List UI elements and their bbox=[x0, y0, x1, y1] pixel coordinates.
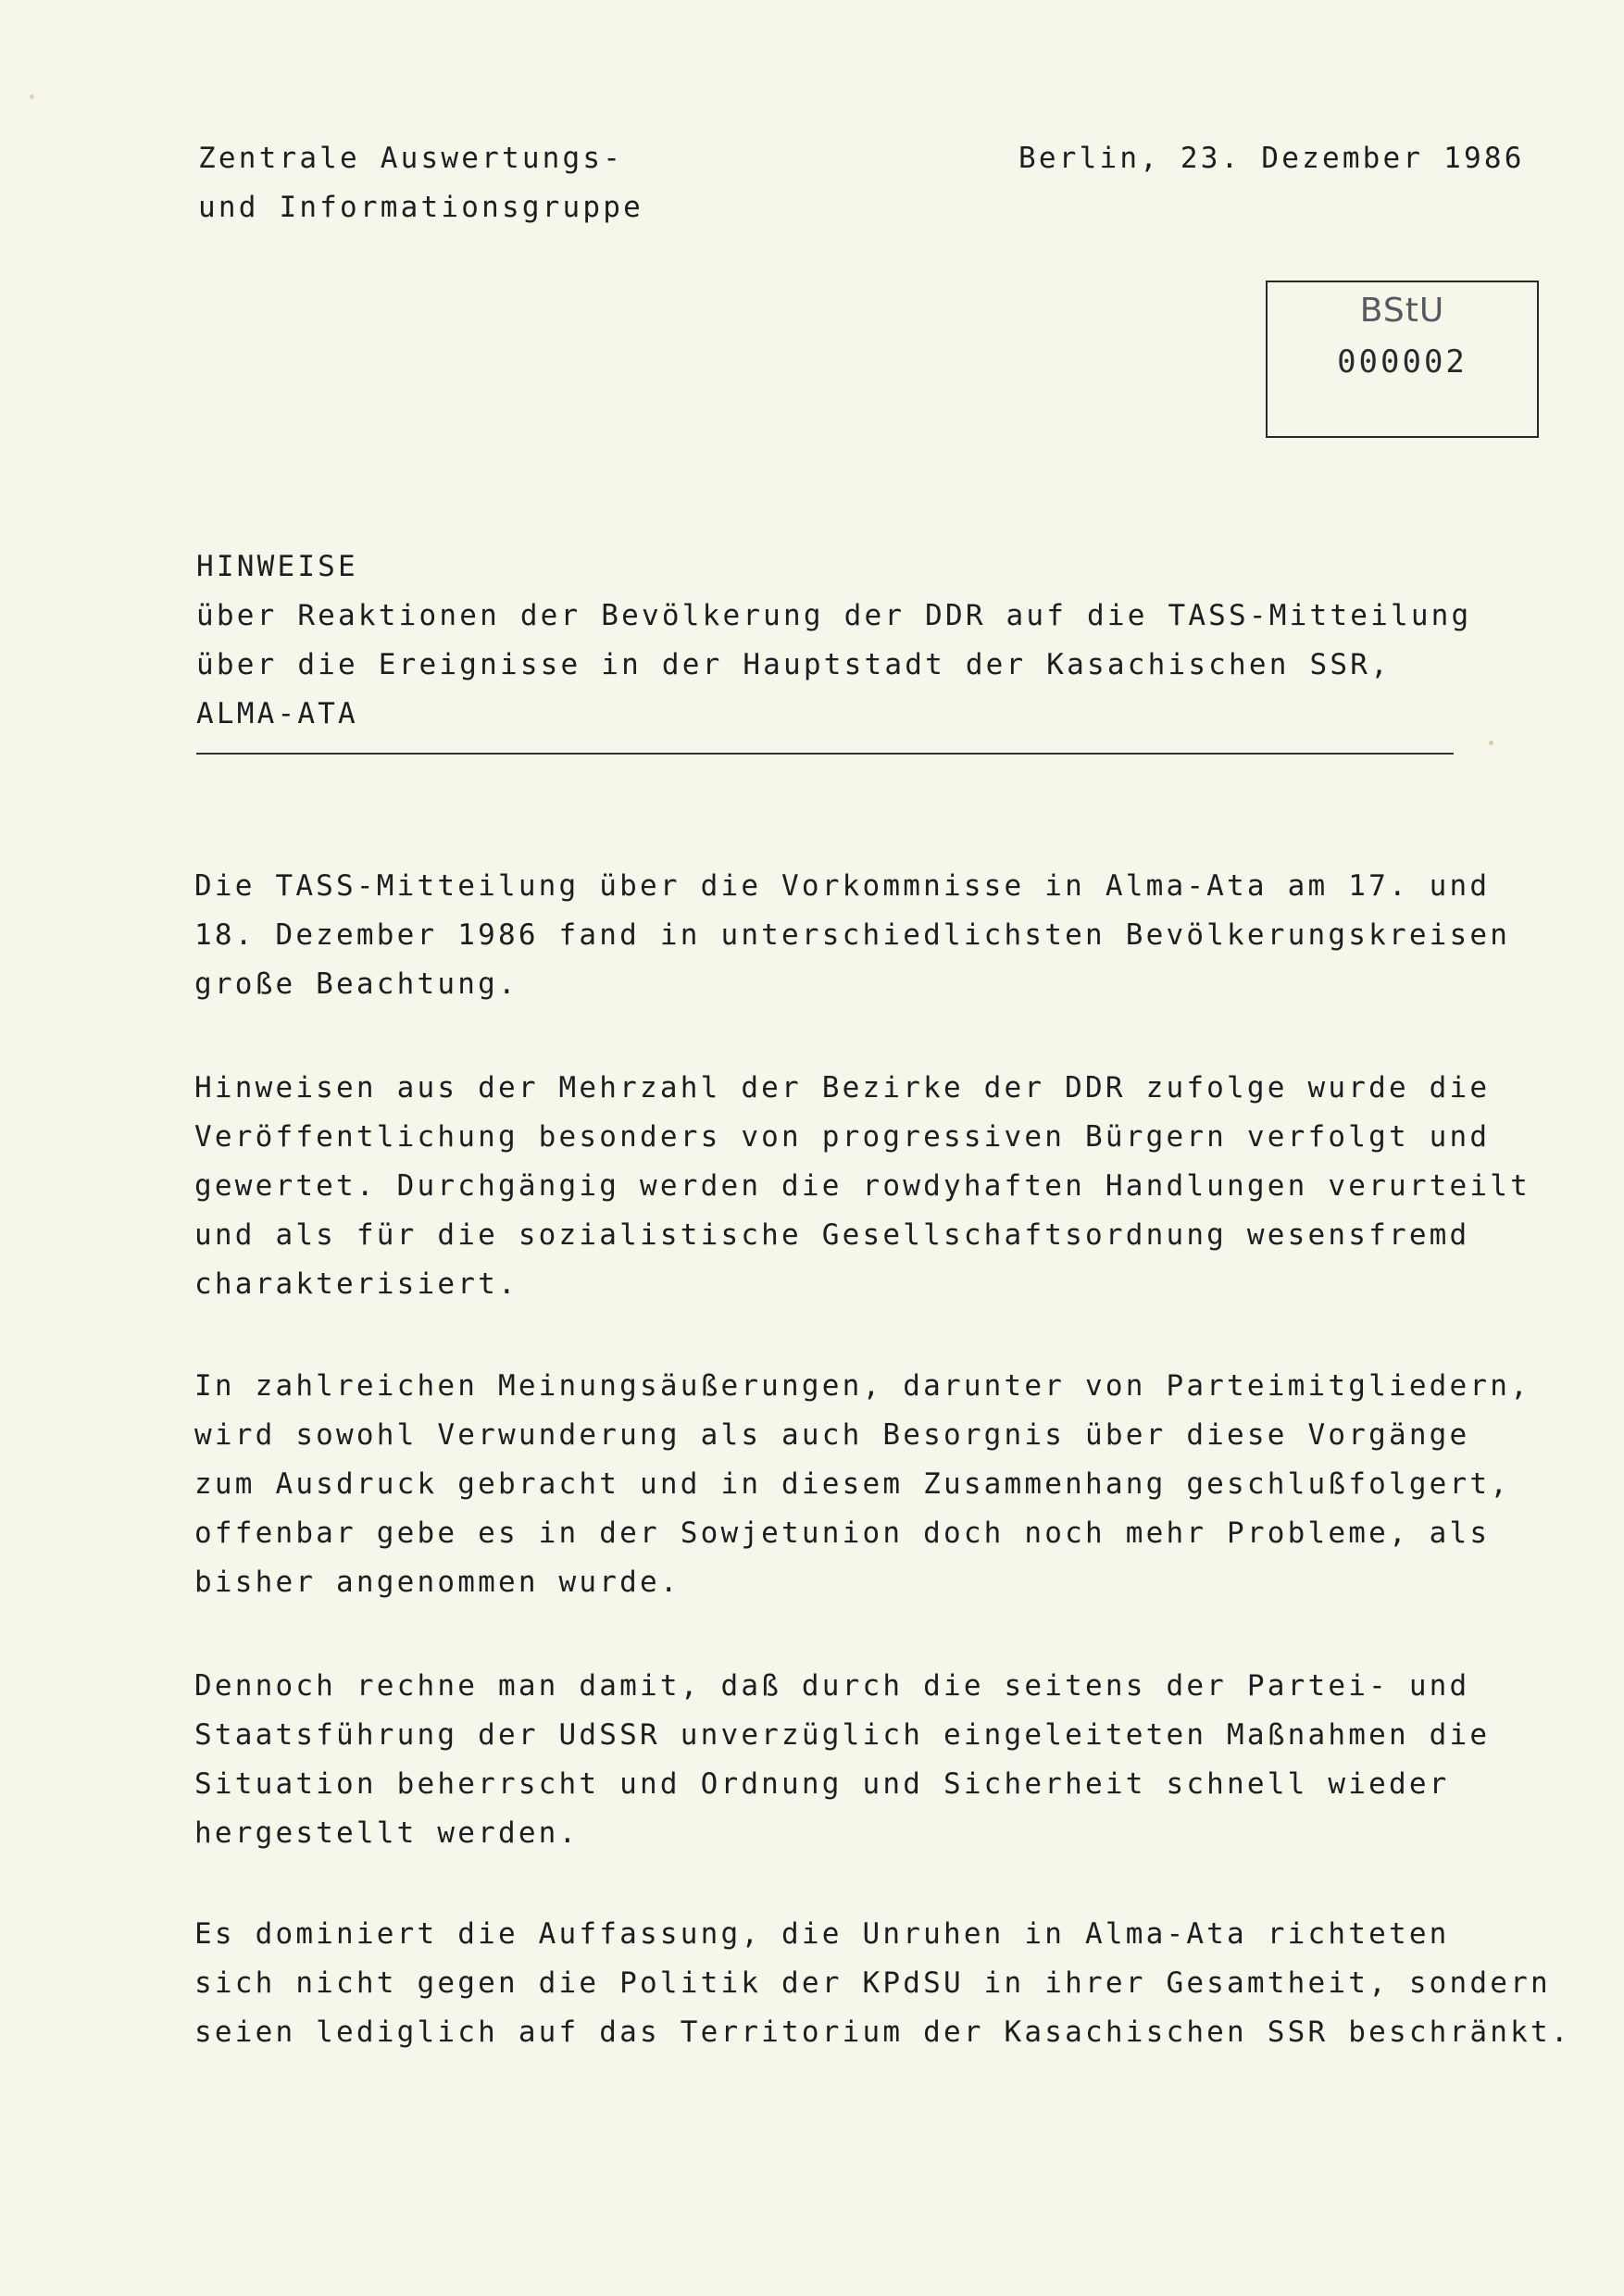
text-line: sich nicht gegen die Politik der KPdSU in ihrer Gesamtheit, sondern bbox=[194, 1966, 1551, 2000]
text-line: Die TASS-Mitteilung über die Vorkommnisse in Alma-Ata am 17. und bbox=[194, 869, 1491, 903]
sender-block bbox=[198, 134, 643, 232]
title-line: über Reaktionen der Bevölkerung der DDR auf die TASS-Mitteilung bbox=[196, 599, 1472, 632]
paragraph bbox=[194, 1910, 1571, 2057]
paper-speck bbox=[1489, 741, 1493, 745]
text-line: Staatsführung der UdSSR unverzüglich eingeleiteten Maßnahmen die bbox=[194, 1718, 1491, 1752]
text-line: bisher angenommen wurde. bbox=[194, 1566, 681, 1599]
title-line: HINWEISE bbox=[196, 550, 358, 583]
sender-line: und Informationsgruppe bbox=[198, 191, 643, 224]
text-line: Dennoch rechne man damit, daß durch die seitens der Partei- und bbox=[194, 1669, 1470, 1703]
text-line: Situation beherrscht und Ordnung und Sicherheit schnell wieder bbox=[194, 1767, 1450, 1801]
text-line: Hinweisen aus der Mehrzahl der Bezirke der DDR zufolge wurde die bbox=[194, 1071, 1491, 1104]
text-line: große Beachtung. bbox=[194, 967, 518, 1001]
text-line: gewertet. Durchgängig werden die rowdyhaften Handlungen verurteilt bbox=[194, 1169, 1530, 1203]
date-line: Berlin, 23. Dezember 1986 bbox=[1018, 142, 1525, 175]
text-line: zum Ausdruck gebracht und in diesem Zusammenhang geschlußfolgert, bbox=[194, 1467, 1511, 1501]
title-line: über die Ereignisse in der Hauptstadt der Kasachischen SSR, bbox=[196, 648, 1391, 681]
text-line: hergestellt werden. bbox=[194, 1816, 580, 1850]
text-line: seien lediglich auf das Territorium der Kasachischen SSR beschränkt. bbox=[194, 2015, 1571, 2049]
text-line: In zahlreichen Meinungsäußerungen, darunter von Parteimitgliedern, bbox=[194, 1369, 1530, 1403]
text-line: offenbar gebe es in der Sowjetunion doch noch mehr Probleme, als bbox=[194, 1516, 1491, 1550]
archive-stamp bbox=[1266, 281, 1539, 438]
paragraph bbox=[194, 1362, 1530, 1607]
paragraph bbox=[194, 1662, 1490, 1858]
stamp-archive-label: BStU bbox=[1359, 292, 1445, 330]
document-title bbox=[196, 543, 1471, 739]
stamp-page-number: 000002 bbox=[1337, 343, 1468, 381]
text-line: Es dominiert die Auffassung, die Unruhen in Alma-Ata richteten bbox=[194, 1917, 1450, 1951]
text-line: Veröffentlichung besonders von progressiven Bürgern verfolgt und bbox=[194, 1120, 1491, 1154]
text-line: 18. Dezember 1986 fand in unterschiedlichsten Bevölkerungskreisen bbox=[194, 918, 1511, 952]
text-line: und als für die sozialistische Gesellschaftsordnung wesensfremd bbox=[194, 1218, 1470, 1252]
text-line: wird sowohl Verwunderung als auch Besorgnis über diese Vorgänge bbox=[194, 1418, 1470, 1452]
text-line: charakterisiert. bbox=[194, 1267, 518, 1301]
paper-speck bbox=[30, 94, 34, 99]
title-underline bbox=[196, 753, 1454, 755]
paragraph bbox=[194, 862, 1510, 1009]
paragraph bbox=[194, 1064, 1530, 1309]
title-line: ALMA-ATA bbox=[196, 697, 358, 730]
sender-line: Zentrale Auswertungs- bbox=[198, 142, 624, 175]
